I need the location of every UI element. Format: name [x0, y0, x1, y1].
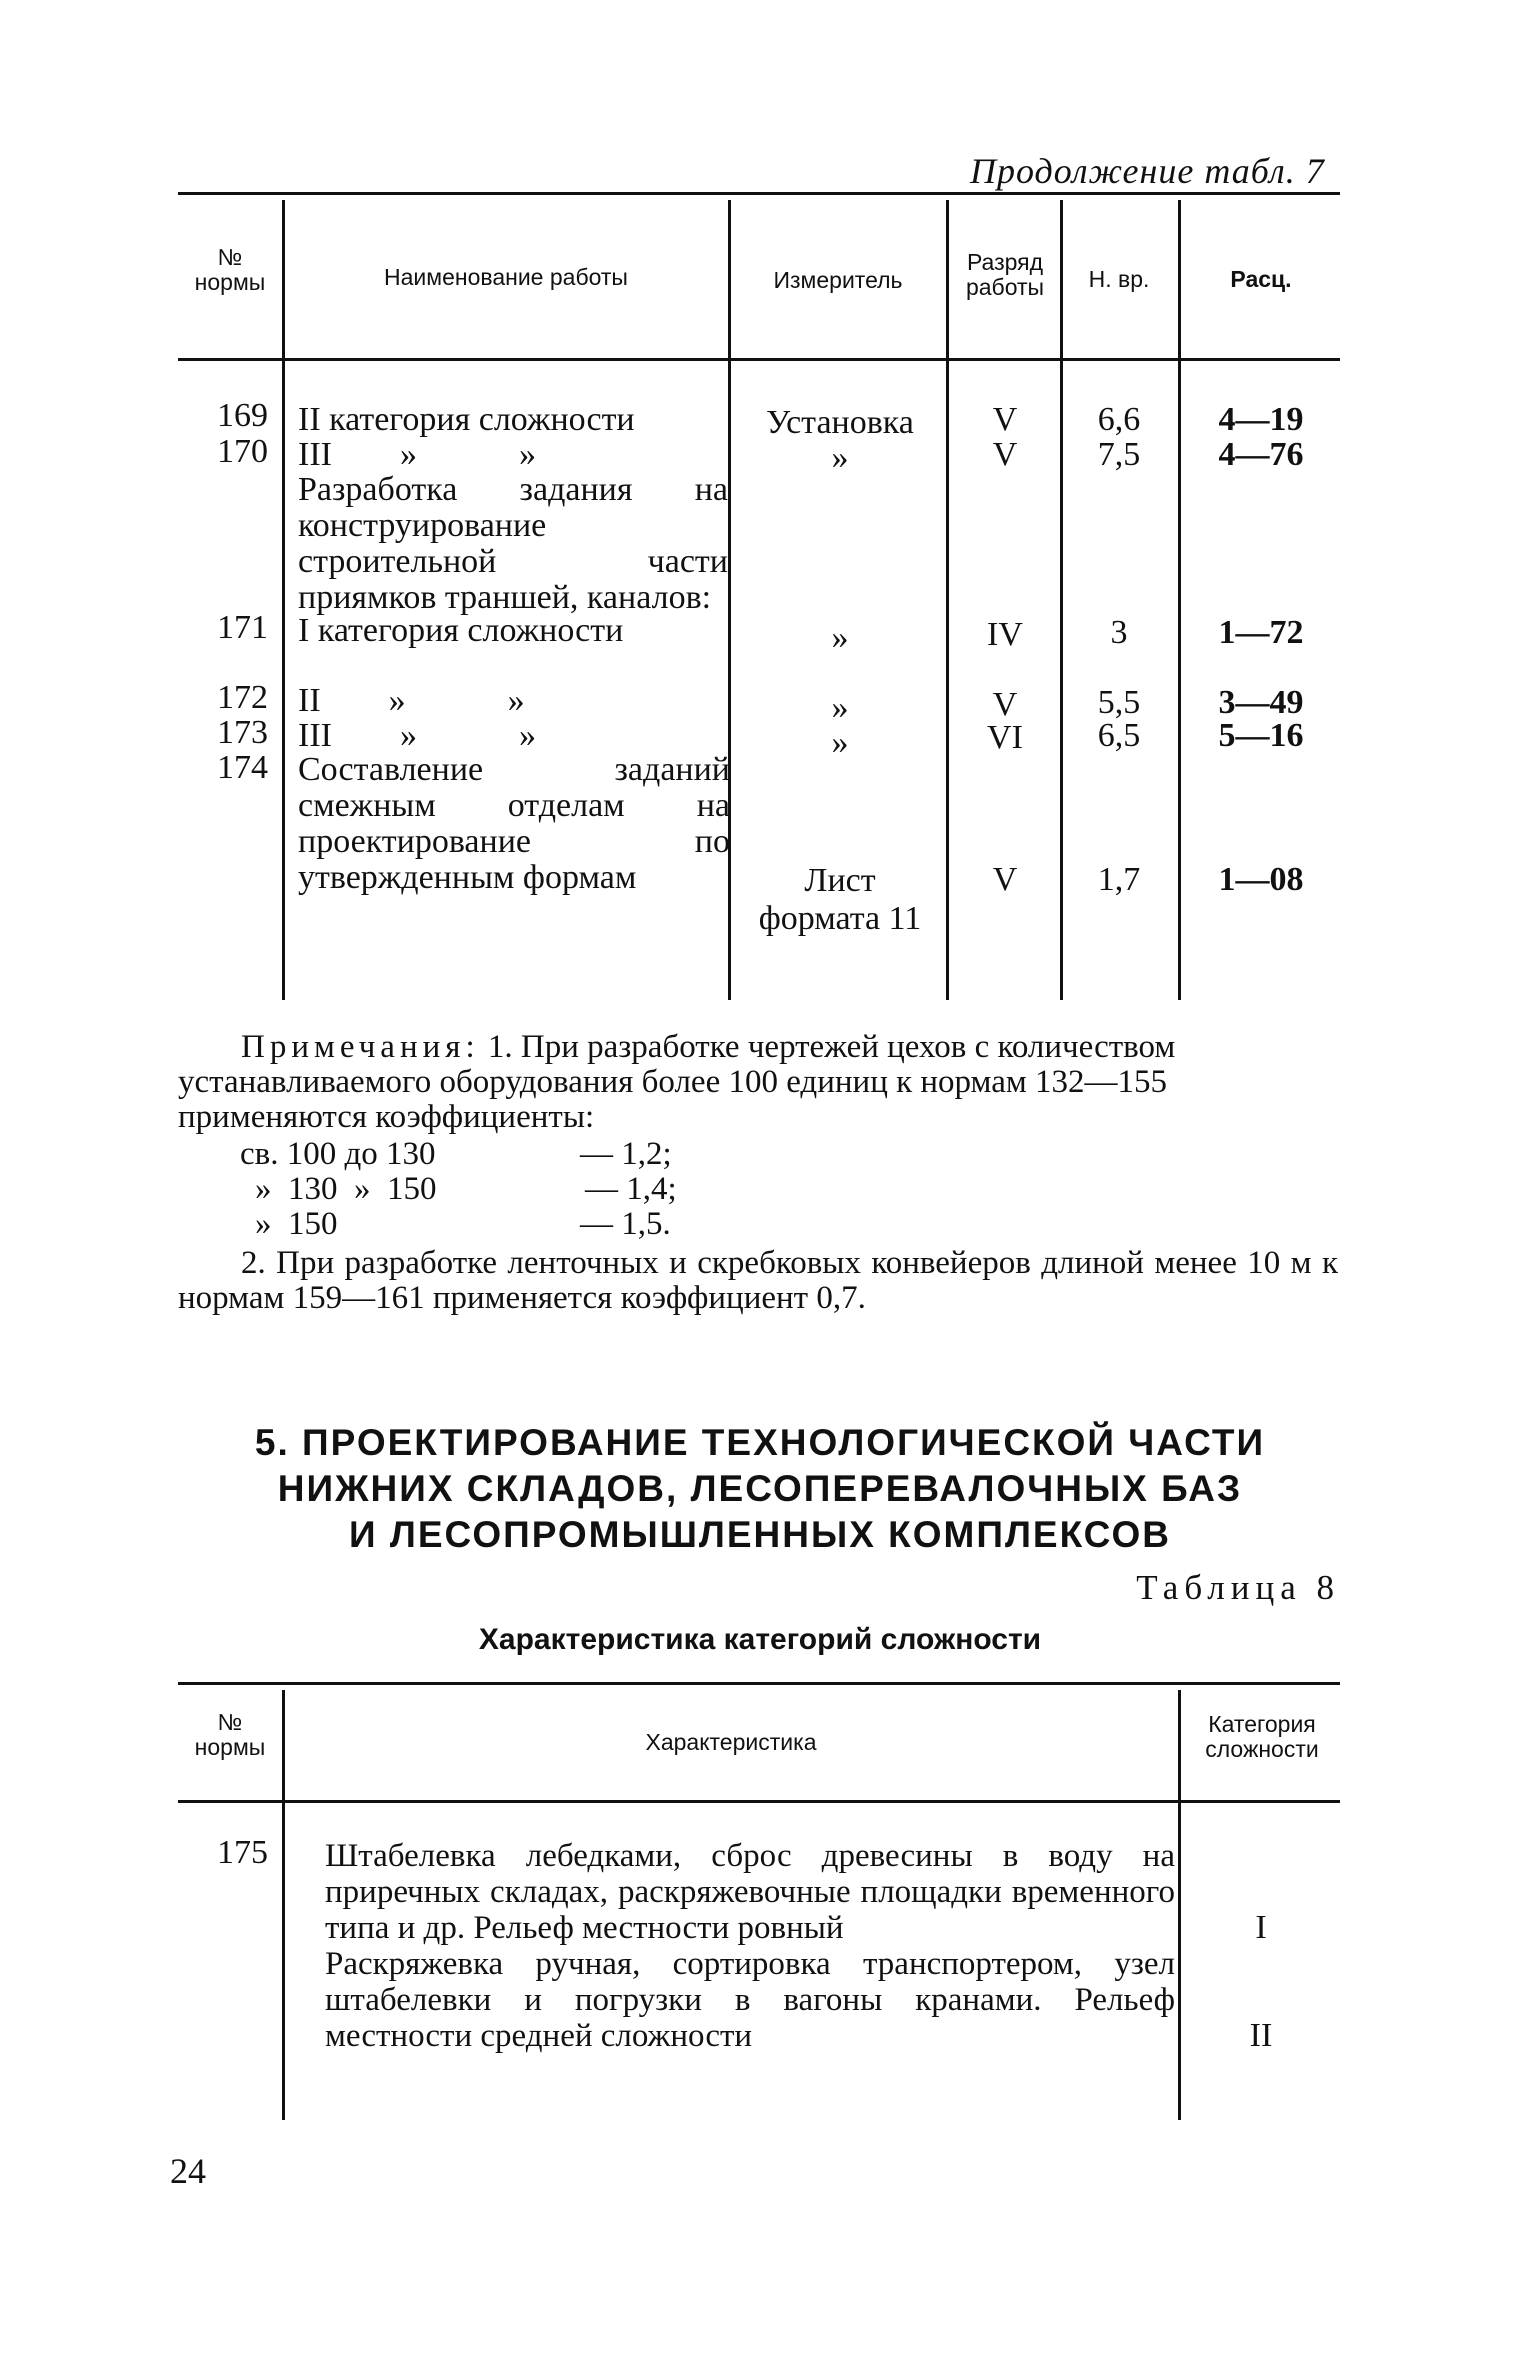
- note-1-text: 1. При разработке чертежей цехов с количеством устанавливаемого оборудования более 100 единиц к нормам 132—155 применяются коэффициенты:: [178, 1029, 1176, 1135]
- table8-col-divider-2: [1178, 1690, 1181, 2120]
- coef-value-1: — 1,2;: [580, 1136, 672, 1172]
- table7-rate-174: 1—08: [1218, 861, 1304, 898]
- table7-time-174: 1,7: [1097, 861, 1141, 898]
- table7-unit-174: Лист формата 11: [758, 862, 922, 937]
- page-number: 24: [170, 2151, 206, 2191]
- table8-header-characteristic: Характеристика: [645, 1729, 817, 1755]
- table7-grade-169: V: [992, 401, 1018, 438]
- table7-norm-172: 172: [217, 679, 268, 716]
- table8-header-rule: [178, 1800, 1340, 1803]
- table7-norm-170: 170: [217, 433, 268, 470]
- table7-header-rule: [178, 358, 1340, 361]
- table7-norm-171: 171: [217, 609, 268, 646]
- table7-work-group-heading: Разработка задания на конструирование строительной части приямков траншей, каналов:: [298, 471, 728, 616]
- note-2: [178, 1246, 1338, 1316]
- table7-time-169: 6,6: [1097, 401, 1141, 438]
- table7-grade-174: V: [992, 861, 1018, 898]
- note-1: [178, 1030, 1338, 1135]
- table7-time-170: 7,5: [1097, 436, 1141, 473]
- table7-grade-173: VI: [987, 719, 1023, 756]
- note-2-text: 2. При разработке ленточных и скребковых конвейеров длиной менее 10 м к нормам 159—161 применяется коэффициент 0,7.: [178, 1245, 1338, 1316]
- table7-col-divider-3: [946, 200, 949, 1000]
- table8-top-rule: [178, 1682, 1340, 1685]
- coef-value-2: — 1,4;: [585, 1171, 677, 1207]
- table8-characteristic-1: Штабелевка лебедками, сброс древесины в воду на приречных складах, раскряжевочные площадки временного типа и др. Рельеф местности ровный: [325, 1838, 1175, 1946]
- table7-work-174: Составление заданий смежным отделам на проектирование по утвержденным формам: [298, 751, 730, 896]
- table7-work-170: III » »: [298, 436, 536, 473]
- table8-col-divider-1: [282, 1690, 285, 2120]
- table8-norm-175: 175: [217, 1834, 268, 1871]
- table7-time-173: 6,5: [1097, 717, 1141, 754]
- table7-norm-174: 174: [217, 749, 268, 786]
- table7-grade-172: V: [992, 686, 1018, 723]
- table7-unit-169: Установка: [766, 404, 914, 441]
- table7-time-171: 3: [1110, 614, 1128, 651]
- table7-unit-173: »: [831, 724, 849, 761]
- table7-header-norm: № нормы: [194, 244, 266, 296]
- table7-work-172: II » »: [298, 682, 525, 719]
- section-title-line-1: 5. ПРОЕКТИРОВАНИЕ ТЕХНОЛОГИЧЕСКОЙ ЧАСТИ: [254, 1422, 1266, 1463]
- table7-work-173: III » »: [298, 717, 536, 754]
- table7-rate-173: 5—16: [1218, 717, 1304, 754]
- table7-norm-173: 173: [217, 714, 268, 751]
- table7-col-divider-4: [1060, 200, 1063, 1000]
- coef-range-1: св. 100 до 130: [240, 1136, 436, 1172]
- table8-header-category: Категория сложности: [1205, 1711, 1319, 1763]
- table7-header-unit: Измеритель: [773, 267, 903, 293]
- table7-col-divider-1: [282, 200, 285, 1000]
- table7-header-grade: Разряд работы: [965, 249, 1045, 301]
- table7-rate-170: 4—76: [1218, 436, 1304, 473]
- notes-label: Примечания:: [241, 1029, 480, 1065]
- table-continuation-label: Продолжение табл. 7: [970, 151, 1325, 191]
- table8-caption: Характеристика категорий сложности: [478, 1623, 1042, 1656]
- table7-norm-169: 169: [217, 397, 268, 434]
- section-title-line-2: НИЖНИХ СКЛАДОВ, ЛЕСОПЕРЕВАЛОЧНЫХ БАЗ: [277, 1468, 1243, 1509]
- table7-header-time-norm: Н. вр.: [1088, 266, 1150, 292]
- table7-rate-171: 1—72: [1218, 614, 1304, 651]
- table7-header-rate: Расц.: [1230, 266, 1292, 292]
- table8-label: Таблица 8: [1136, 1568, 1340, 1607]
- table7-time-172: 5,5: [1097, 684, 1141, 721]
- table8-category-2: II: [1249, 2017, 1273, 2054]
- table7-unit-171: »: [831, 619, 849, 656]
- table7-work-169: II категория сложности: [298, 401, 635, 438]
- table8-category-1: I: [1255, 1909, 1267, 1946]
- section-title-line-3: И ЛЕСОПРОМЫШЛЕННЫХ КОМПЛЕКСОВ: [349, 1514, 1171, 1555]
- table7-grade-171: IV: [987, 616, 1023, 653]
- table7-unit-172: »: [831, 689, 849, 726]
- table7-top-rule: [178, 192, 1340, 195]
- table8-characteristic-2: Раскряжевка ручная, сортировка транспортером, узел штабелевки и погрузки в вагоны кранами. Рельеф местности средней сложности: [325, 1946, 1175, 2054]
- table7-work-171: I категория сложности: [298, 612, 624, 649]
- table7-rate-172: 3—49: [1218, 684, 1304, 721]
- coef-range-2: » 130 » 150: [255, 1171, 437, 1207]
- table7-header-work-name: Наименование работы: [384, 264, 628, 290]
- table7-grade-170: V: [992, 436, 1018, 473]
- table7-rate-169: 4—19: [1218, 401, 1304, 438]
- table7-col-divider-5: [1178, 200, 1181, 1000]
- table7-unit-170: »: [831, 439, 849, 476]
- table8-header-norm: № нормы: [194, 1709, 266, 1761]
- coef-range-3: » 150: [255, 1206, 338, 1242]
- coef-value-3: — 1,5.: [580, 1206, 671, 1242]
